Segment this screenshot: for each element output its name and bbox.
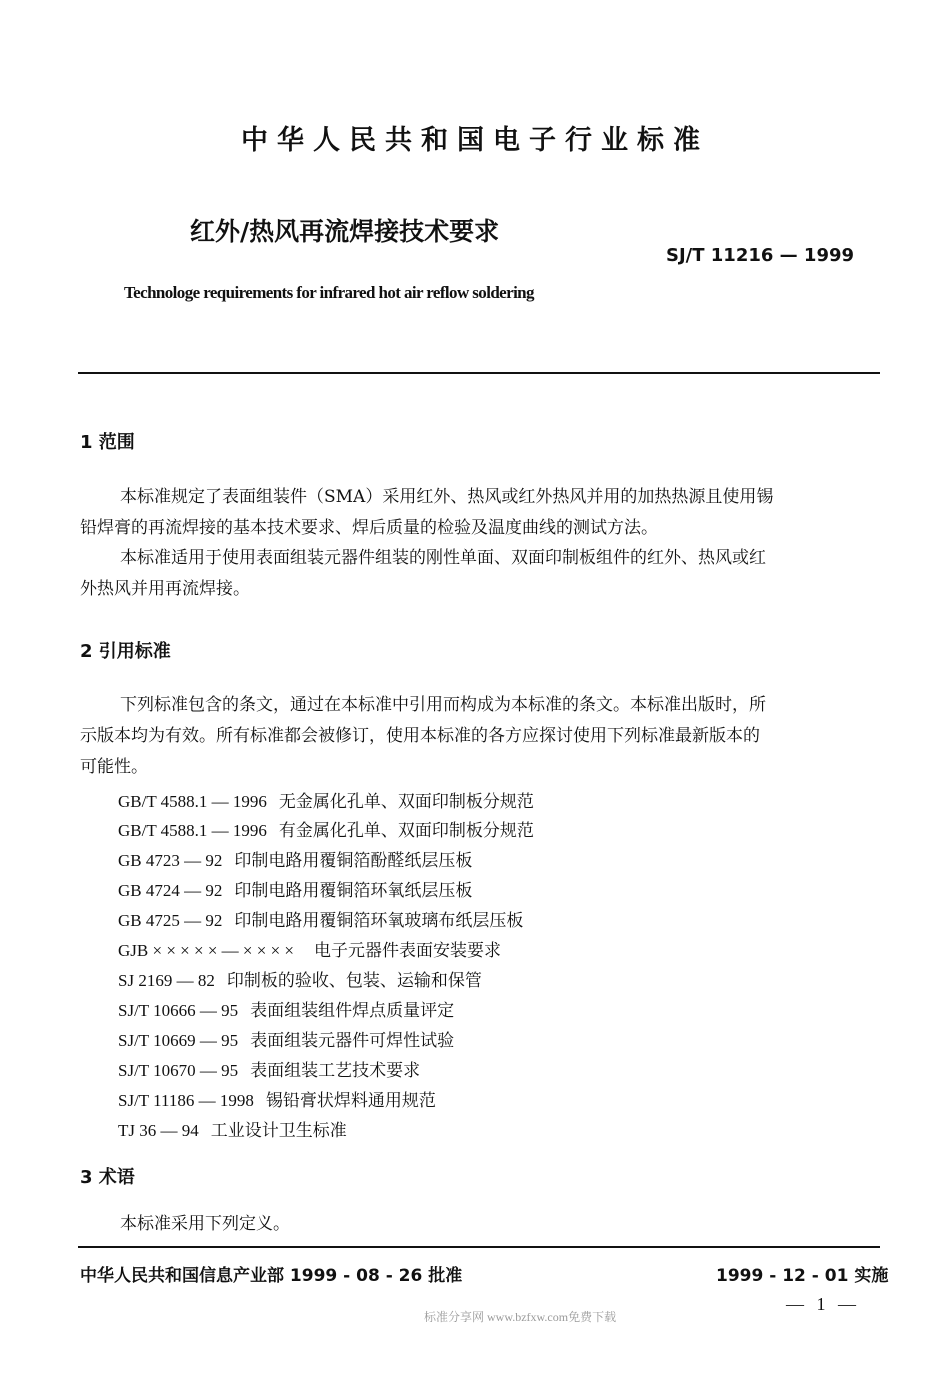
text-line: 铅焊膏的再流焊接的基本技术要求、焊后质量的检验及温度曲线的测试方法。 [80, 518, 658, 538]
references-intro [80, 690, 882, 783]
reference-item [118, 1086, 436, 1111]
reference-name: 印制电路用覆铜箔环氧玻璃布纸层压板 [234, 911, 524, 931]
reference-item [118, 1056, 420, 1081]
reference-code: SJ/T 10669 — 95 [118, 1031, 239, 1050]
reference-item [118, 1116, 347, 1141]
reference-item [118, 906, 523, 931]
reference-item [118, 1026, 454, 1051]
reference-item [118, 787, 534, 812]
reference-item [118, 996, 454, 1021]
reference-name: 无金属化孔单、双面印制板分规范 [278, 792, 534, 812]
reference-code: GB/T 4588.1 — 1996 [118, 792, 267, 811]
section-heading-scope: 1 范围 [80, 432, 135, 453]
reference-name: 表面组装组件焊点质量评定 [250, 1001, 455, 1021]
english-title: Technologe requirements for infrared hot air reflow soldering [124, 283, 534, 302]
page-number: — 1 — [786, 1294, 860, 1314]
reference-name: 印制板的验收、包装、运输和保管 [226, 971, 482, 991]
reference-code: TJ 36 — 94 [118, 1121, 199, 1140]
reference-code: GJB × × × × × — × × × × [118, 941, 295, 960]
section-heading-terms: 3 术语 [80, 1167, 135, 1188]
reference-item [118, 846, 472, 871]
terms-paragraph: 本标准采用下列定义。 [120, 1214, 290, 1234]
reference-code: SJ/T 10670 — 95 [118, 1061, 239, 1080]
reference-name: 锡铅膏状焊料通用规范 [265, 1091, 436, 1111]
scope-paragraph-1 [80, 482, 882, 544]
text-line: 外热风并用再流焊接。 [80, 579, 250, 599]
text-line: 本标准适用于使用表面组装元器件组装的刚性单面、双面印制板组件的红外、热风或红 [120, 548, 766, 568]
standard-number: SJ/T 11216 — 1999 [666, 245, 855, 266]
reference-code: GB/T 4588.1 — 1996 [118, 821, 267, 840]
text-line: 示版本均为有效。所有标准都会被修订，使用本标准的各方应探讨使用下列标准最新版本的 [80, 726, 760, 746]
reference-code: SJ/T 10666 — 95 [118, 1001, 239, 1020]
reference-item [118, 936, 501, 961]
reference-name: 工业设计卫生标准 [210, 1121, 347, 1141]
reference-name: 印制电路用覆铜箔酚醛纸层压板 [234, 851, 473, 871]
reference-name: 有金属化孔单、双面印制板分规范 [278, 821, 534, 841]
reference-name: 表面组装元器件可焊性试验 [250, 1031, 455, 1051]
reference-name: 电子元器件表面安装要求 [314, 941, 502, 961]
text-line: 可能性。 [80, 757, 148, 777]
reference-code: GB 4725 — 92 [118, 911, 223, 930]
section-heading-references: 2 引用标准 [80, 641, 171, 662]
document-title: 红外/热风再流焊接技术要求 [190, 217, 500, 246]
reference-code: SJ/T 11186 — 1998 [118, 1091, 254, 1110]
effective-date: 1999 - 12 - 01 实施 [716, 1266, 889, 1286]
watermark: 标准分享网 www.bzfxw.com免费下载 [424, 1310, 617, 1324]
reference-item [118, 966, 482, 991]
header-divider [78, 372, 880, 374]
reference-name: 印制电路用覆铜箔环氧纸层压板 [234, 881, 473, 901]
text-line: 本标准规定了表面组装件（SMA）采用红外、热风或红外热风并用的加热热源且使用锡 [120, 487, 774, 507]
reference-code: SJ 2169 — 82 [118, 971, 215, 990]
reference-name: 表面组装工艺技术要求 [250, 1061, 421, 1081]
reference-code: GB 4723 — 92 [118, 851, 223, 870]
text-line: 下列标准包含的条文，通过在本标准中引用而构成为本标准的条文。本标准出版时，所 [120, 695, 766, 715]
reference-item [118, 876, 472, 901]
standard-category-title: 中华人民共和国电子行业标准 [241, 125, 709, 155]
approval-line: 中华人民共和国信息产业部 1999 - 08 - 26 批准 [80, 1266, 463, 1286]
footer-divider [78, 1246, 880, 1248]
scope-paragraph-2 [80, 543, 882, 605]
reference-code: GB 4724 — 92 [118, 881, 223, 900]
reference-item [118, 816, 534, 841]
